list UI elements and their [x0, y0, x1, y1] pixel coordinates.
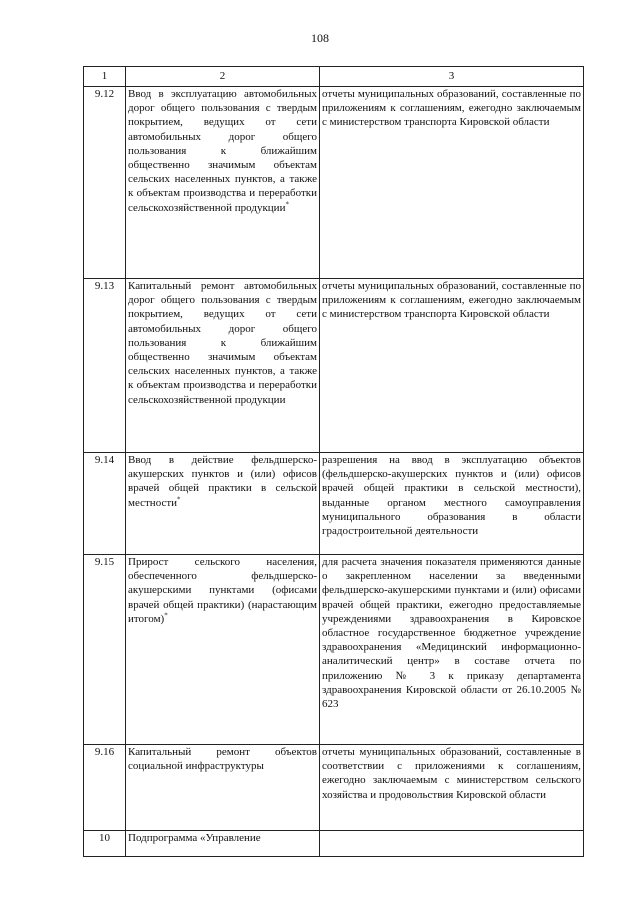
indicator-name — [126, 555, 320, 745]
indicator-name — [126, 745, 320, 831]
data-source: отчеты муниципальных образований, составленные в соответствии с приложениями к соглашениям, ежегодно заключаемым с министерством сельского хозяйства и продовольствия Кировской области — [320, 745, 584, 831]
table-row — [84, 279, 584, 453]
data-source: разрешения на ввод в эксплуатацию объектов (фельдшерско-акушерских пунктов и (или) офисов врачей общей практики в сельской местности), выданные органом местного самоуправления муниципального образования в области градостроительной деятельности — [320, 453, 584, 555]
data-source: отчеты муниципальных образований, составленные по приложениям к соглашениям, ежегодно заключаемым с министерством транспорта Кировской области — [320, 87, 584, 279]
header-col-2: 2 — [126, 67, 320, 87]
indicator-name — [126, 87, 320, 279]
table-row — [84, 555, 584, 745]
data-source — [320, 831, 584, 857]
indicator-table — [83, 66, 584, 857]
row-number: 9.12 — [84, 87, 126, 279]
table-row — [84, 831, 584, 857]
row-number: 9.15 — [84, 555, 126, 745]
table-row — [84, 745, 584, 831]
indicator-name — [126, 453, 320, 555]
row-number: 9.13 — [84, 279, 126, 453]
footnote-mark: * — [177, 494, 181, 503]
header-col-1: 1 — [84, 67, 126, 87]
row-number: 10 — [84, 831, 126, 857]
indicator-name-text: Капитальный ремонт автомобильных дорог общего пользования с твердым покрытием, ведущих от сети автомобильных дорог общего пользования к ближайшим общественно значимым объектам сельских населенных пунктов, а также к объектам производства и переработки сельскохозяйственной продукции — [128, 280, 317, 406]
header-col-3: 3 — [320, 67, 584, 87]
page-number: 108 — [311, 31, 329, 45]
indicator-name — [126, 279, 320, 453]
table-row — [84, 453, 584, 555]
row-number: 9.16 — [84, 745, 126, 831]
footnote-mark: * — [164, 611, 168, 620]
indicator-name-text: Ввод в действие фельдшерско-акушерских пунктов и (или) офисов врачей общей практики в сельской местности — [128, 454, 317, 509]
indicator-name-text: Ввод в эксплуатацию автомобильных дорог общего пользования с твердым покрытием, ведущих от сети автомобильных дорог общего пользования к ближайшим общественно значимым объектам сельских населенных пунктов, а также к объектам производства и переработки сельскохозяйственной продукции — [128, 88, 317, 214]
header-row — [84, 67, 584, 87]
data-source: отчеты муниципальных образований, составленные по приложениям к соглашениям, ежегодно заключаемым с министерством транспорта Кировской области — [320, 279, 584, 453]
row-number: 9.14 — [84, 453, 126, 555]
table-row — [84, 87, 584, 279]
indicator-name-text: Капитальный ремонт объектов социальной инфраструктуры — [128, 746, 317, 773]
indicator-name-text: Подпрограмма «Управление — [128, 832, 261, 844]
indicator-name-text: Прирост сельского населения, обеспеченного фельдшерско-акушерскими пунктами (офисами врачей общей практики) (нарастающим итогом) — [128, 556, 317, 625]
indicator-name — [126, 831, 320, 857]
footnote-mark: * — [285, 199, 289, 208]
data-source: для расчета значения показателя применяются данные о закрепленном населении за введенными фельдшерско-акушерскими пунктами и (или) офисами врачей общей практики, ежегодно предоставляемые учреждениями здравоохранения в Кировское областное государственное бюджетное учреждение здравоохранения «Медицинский информационно-аналитический центр» в составе отчета по приложению № 3 к приказу департамента здравоохранения Кировской области от 26.10.2005 № 623 — [320, 555, 584, 745]
